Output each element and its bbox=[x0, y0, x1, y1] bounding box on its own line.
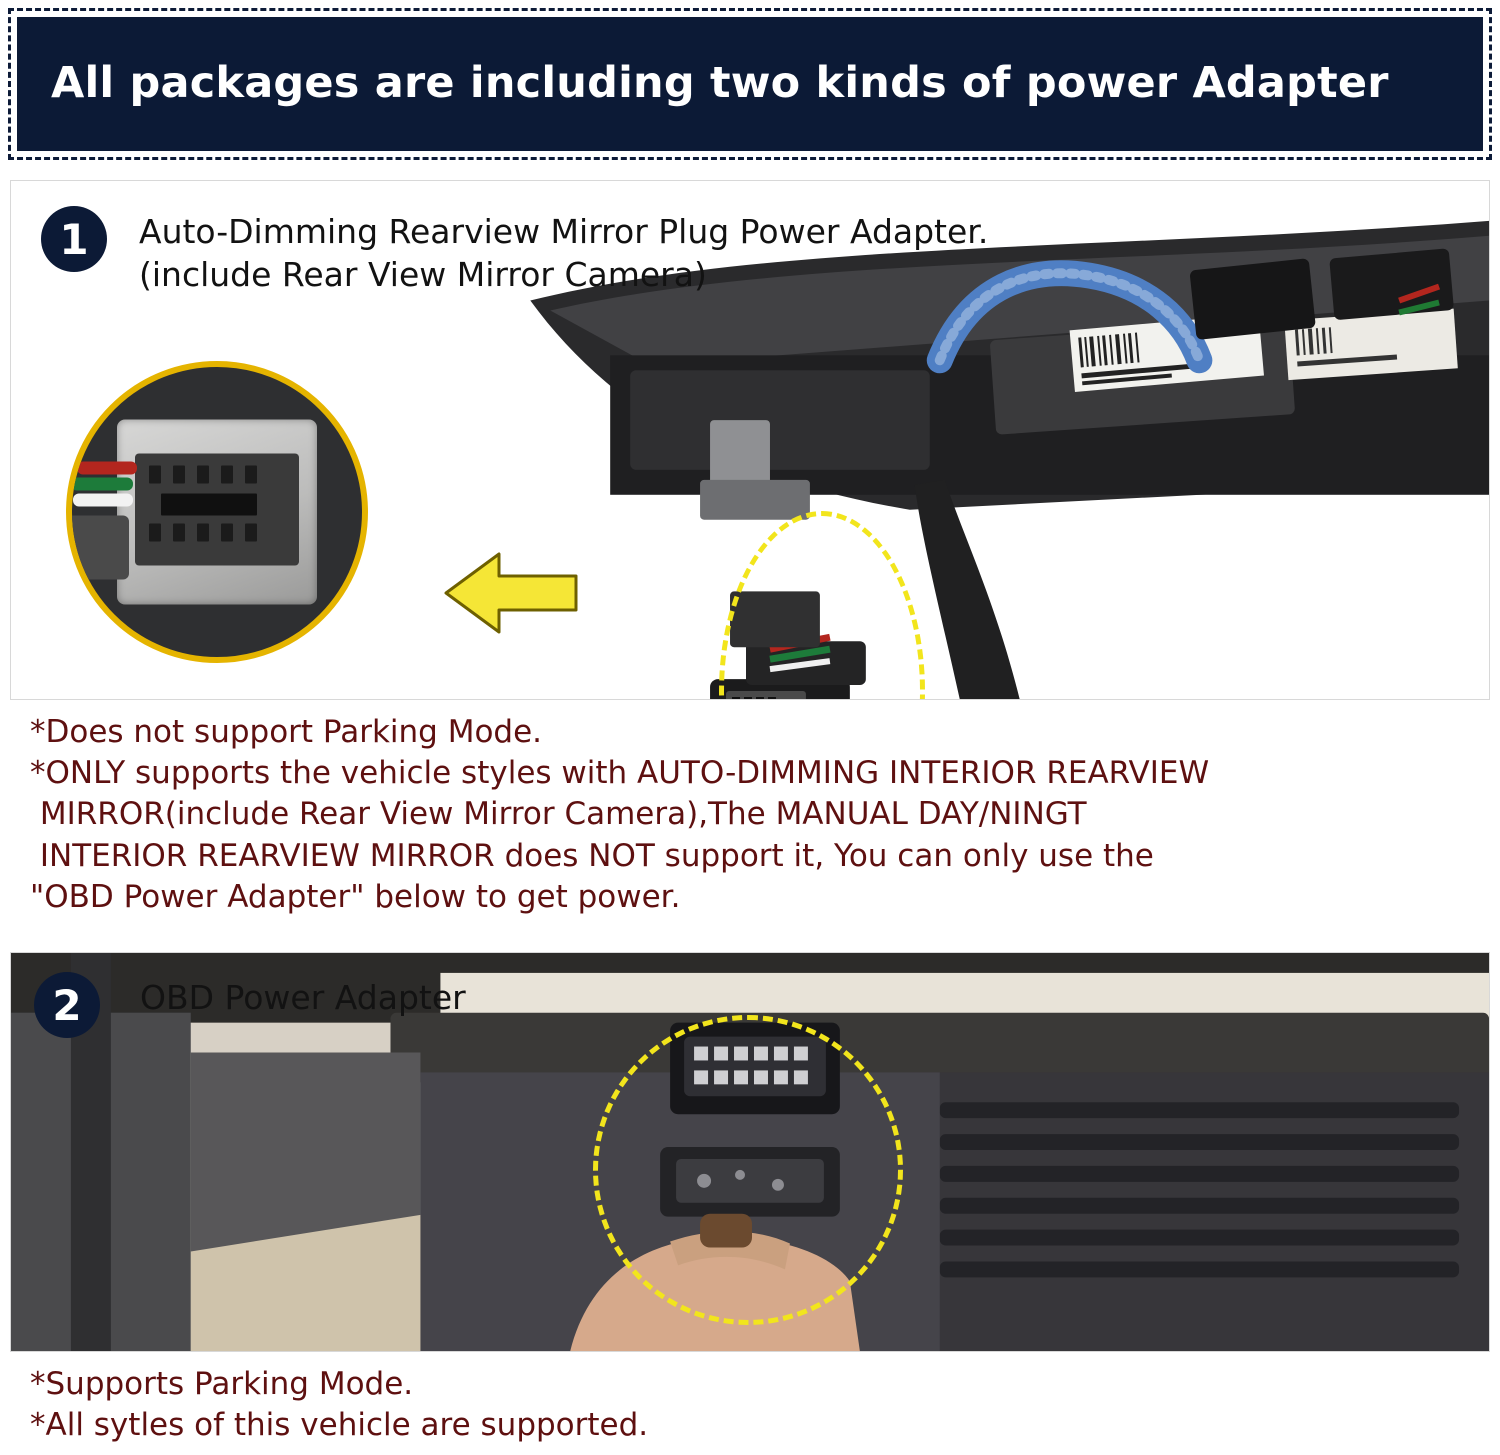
connector-core bbox=[135, 454, 299, 566]
connector-closeup-inset bbox=[66, 361, 368, 663]
connector-body bbox=[117, 420, 317, 605]
step-2-caption: OBD Power Adapter bbox=[140, 978, 466, 1017]
step-1-caption-line1: Auto-Dimming Rearview Mirror Plug Power Adapter. bbox=[139, 212, 989, 251]
step-1-caption-line2: (include Rear View Mirror Camera) bbox=[139, 254, 707, 294]
note-1-line-3: MIRROR(include Rear View Mirror Camera),The MANUAL DAY/NINGT bbox=[30, 796, 1087, 833]
highlight-ellipse-obd-port bbox=[593, 1015, 903, 1325]
step-1-caption bbox=[139, 211, 1139, 297]
note-2-line-2: *All sytles of this vehicle are supported. bbox=[30, 1407, 649, 1444]
note-2-line-1: *Supports Parking Mode. bbox=[30, 1366, 414, 1402]
note-1-line-4: INTERIOR REARVIEW MIRROR does NOT support it, You can only use the bbox=[30, 837, 1154, 874]
step-badge-1: 1 bbox=[41, 206, 107, 272]
section-2-notes bbox=[30, 1364, 1480, 1446]
pointer-arrow-icon bbox=[441, 546, 581, 641]
section-1-photo bbox=[10, 180, 1490, 700]
header-banner bbox=[17, 17, 1483, 151]
step-badge-2: 2 bbox=[34, 972, 100, 1038]
page-title: All packages are including two kinds of power Adapter bbox=[51, 58, 1389, 109]
section-1-notes bbox=[30, 712, 1480, 918]
note-1-line-1: *Does not support Parking Mode. bbox=[30, 714, 543, 750]
note-1-line-5: "OBD Power Adapter" below to get power. bbox=[30, 878, 681, 915]
note-1-line-2: *ONLY supports the vehicle styles with AUTO-DIMMING INTERIOR REARVIEW bbox=[30, 755, 1210, 792]
header-banner-frame bbox=[8, 8, 1492, 160]
